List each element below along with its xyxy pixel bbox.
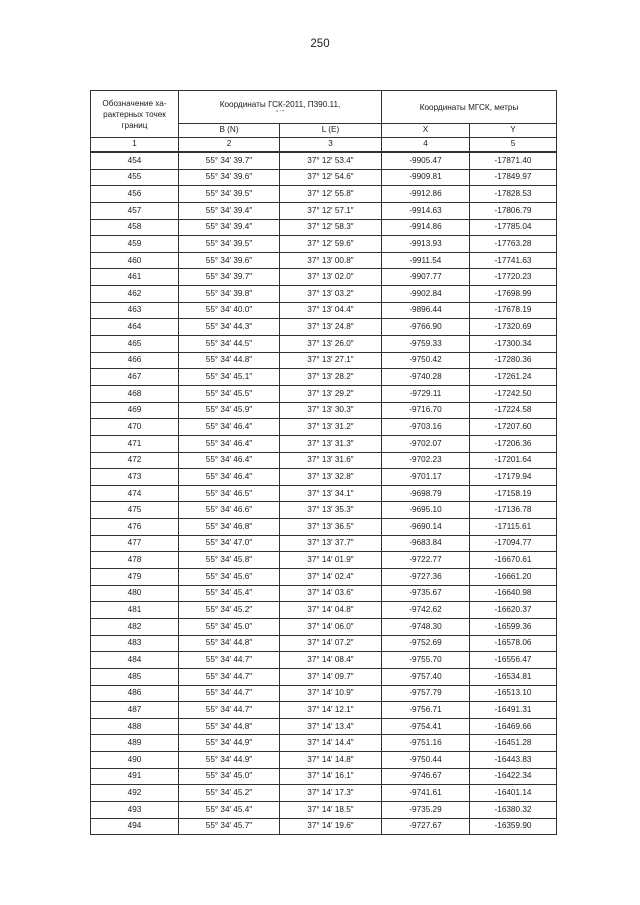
cell-point-id: 462 [91,286,179,303]
cell-x: -9746.67 [382,768,470,785]
cell-y: -16661.20 [470,569,557,586]
cell-longitude-l: 37° 13′ 34.1″ [280,485,382,502]
cell-y: -16359.90 [470,818,557,835]
table-row [91,336,557,353]
cell-x: -9913.93 [382,236,470,253]
cell-x: -9756.71 [382,702,470,719]
table-row [91,402,557,419]
cell-x: -9914.63 [382,202,470,219]
cell-x: -9909.81 [382,169,470,186]
cell-longitude-l: 37° 13′ 31.3″ [280,435,382,452]
table-row [91,718,557,735]
cell-y: -17871.40 [470,152,557,169]
table-row [91,801,557,818]
header-gsk-units: ° ′ ″ [276,109,284,116]
table-row [91,702,557,719]
cell-y: -16513.10 [470,685,557,702]
cell-point-id: 489 [91,735,179,752]
cell-y: -17698.99 [470,286,557,303]
cell-longitude-l: 37° 12′ 59.6″ [280,236,382,253]
cell-longitude-l: 37° 12′ 57.1″ [280,202,382,219]
cell-point-id: 464 [91,319,179,336]
table-row [91,535,557,552]
table-row [91,286,557,303]
cell-latitude-b: 55° 34′ 40.0″ [179,302,280,319]
cell-point-id: 488 [91,718,179,735]
cell-x: -9727.67 [382,818,470,835]
cell-point-id: 459 [91,236,179,253]
header-col-l: L (E) [280,124,382,138]
cell-x: -9727.36 [382,569,470,586]
cell-x: -9698.79 [382,485,470,502]
cell-y: -16599.36 [470,618,557,635]
cell-y: -17741.63 [470,252,557,269]
cell-latitude-b: 55° 34′ 39.5″ [179,186,280,203]
cell-latitude-b: 55° 34′ 44.5″ [179,336,280,353]
cell-latitude-b: 55° 34′ 44.9″ [179,752,280,769]
cell-latitude-b: 55° 34′ 45.2″ [179,785,280,802]
cell-x: -9757.40 [382,668,470,685]
cell-x: -9683.84 [382,535,470,552]
cell-longitude-l: 37° 13′ 31.2″ [280,419,382,436]
cell-longitude-l: 37° 13′ 27.1″ [280,352,382,369]
cell-latitude-b: 55° 34′ 45.4″ [179,585,280,602]
cell-latitude-b: 55° 34′ 39.8″ [179,286,280,303]
cell-longitude-l: 37° 13′ 29.2″ [280,385,382,402]
cell-longitude-l: 37° 12′ 55.8″ [280,186,382,203]
table-row [91,635,557,652]
cell-longitude-l: 37° 14′ 09.7″ [280,668,382,685]
cell-longitude-l: 37° 13′ 32.8″ [280,469,382,486]
cell-point-id: 458 [91,219,179,236]
cell-y: -17179.94 [470,469,557,486]
cell-point-id: 472 [91,452,179,469]
cell-y: -17261.24 [470,369,557,386]
cell-x: -9752.69 [382,635,470,652]
table-row [91,685,557,702]
cell-longitude-l: 37° 13′ 02.0″ [280,269,382,286]
cell-latitude-b: 55° 34′ 44.8″ [179,352,280,369]
coordinates-table-body [91,91,557,835]
cell-point-id: 474 [91,485,179,502]
cell-point-id: 471 [91,435,179,452]
cell-longitude-l: 37° 13′ 36.5″ [280,519,382,536]
cell-y: -16534.81 [470,668,557,685]
cell-longitude-l: 37° 14′ 03.6″ [280,585,382,602]
cell-latitude-b: 55° 34′ 45.6″ [179,569,280,586]
cell-x: -9701.17 [382,469,470,486]
cell-x: -9905.47 [382,152,470,169]
cell-y: -16491.31 [470,702,557,719]
header-mgsk-title: Координаты МГСК, метры [419,102,519,112]
table-row [91,652,557,669]
cell-point-id: 454 [91,152,179,169]
table-row [91,519,557,536]
cell-longitude-l: 37° 14′ 13.4″ [280,718,382,735]
table-row [91,419,557,436]
cell-x: -9748.30 [382,618,470,635]
column-number: 1 [91,138,179,153]
header-mgsk [382,91,557,124]
cell-longitude-l: 37° 13′ 24.8″ [280,319,382,336]
cell-point-id: 480 [91,585,179,602]
cell-latitude-b: 55° 34′ 46.6″ [179,502,280,519]
header-gsk [179,91,382,124]
cell-latitude-b: 55° 34′ 44.7″ [179,668,280,685]
cell-latitude-b: 55° 34′ 44.8″ [179,635,280,652]
cell-longitude-l: 37° 14′ 07.2″ [280,635,382,652]
cell-latitude-b: 55° 34′ 45.2″ [179,602,280,619]
cell-x: -9914.86 [382,219,470,236]
cell-point-id: 465 [91,336,179,353]
cell-latitude-b: 55° 34′ 46.4″ [179,452,280,469]
cell-y: -16469.66 [470,718,557,735]
cell-x: -9742.62 [382,602,470,619]
cell-x: -9750.42 [382,352,470,369]
cell-y: -17720.23 [470,269,557,286]
cell-point-id: 481 [91,602,179,619]
cell-x: -9759.33 [382,336,470,353]
cell-y: -16620.37 [470,602,557,619]
cell-point-id: 484 [91,652,179,669]
cell-y: -17300.34 [470,336,557,353]
table-row [91,202,557,219]
cell-longitude-l: 37° 13′ 03.2″ [280,286,382,303]
header-col-b: B (N) [179,124,280,138]
cell-latitude-b: 55° 34′ 39.6″ [179,252,280,269]
cell-latitude-b: 55° 34′ 46.4″ [179,419,280,436]
cell-latitude-b: 55° 34′ 39.7″ [179,152,280,169]
cell-y: -17115.61 [470,519,557,536]
cell-point-id: 473 [91,469,179,486]
cell-latitude-b: 55° 34′ 44.7″ [179,702,280,719]
cell-longitude-l: 37° 14′ 08.4″ [280,652,382,669]
cell-latitude-b: 55° 34′ 45.4″ [179,801,280,818]
header-point-label: Обозначение ха- рактерных точек границ [91,91,179,138]
table-row [91,169,557,186]
cell-point-id: 492 [91,785,179,802]
cell-longitude-l: 37° 14′ 18.5″ [280,801,382,818]
cell-y: -17806.79 [470,202,557,219]
cell-x: -9716.70 [382,402,470,419]
cell-latitude-b: 55° 34′ 39.7″ [179,269,280,286]
cell-latitude-b: 55° 34′ 39.5″ [179,236,280,253]
cell-x: -9702.23 [382,452,470,469]
cell-point-id: 475 [91,502,179,519]
table-row [91,585,557,602]
cell-latitude-b: 55° 34′ 45.0″ [179,618,280,635]
table-row [91,618,557,635]
cell-x: -9690.14 [382,519,470,536]
cell-point-id: 466 [91,352,179,369]
table-row [91,602,557,619]
cell-x: -9735.67 [382,585,470,602]
cell-latitude-b: 55° 34′ 44.3″ [179,319,280,336]
cell-longitude-l: 37° 12′ 54.6″ [280,169,382,186]
cell-point-id: 460 [91,252,179,269]
cell-x: -9755.70 [382,652,470,669]
column-number: 4 [382,138,470,153]
cell-point-id: 456 [91,186,179,203]
cell-latitude-b: 55° 34′ 45.7″ [179,818,280,835]
table-row [91,785,557,802]
cell-latitude-b: 55° 34′ 46.4″ [179,435,280,452]
header-col-y: Y [470,124,557,138]
cell-longitude-l: 37° 14′ 10.9″ [280,685,382,702]
table-row [91,236,557,253]
table-row [91,319,557,336]
cell-latitude-b: 55° 34′ 47.0″ [179,535,280,552]
cell-longitude-l: 37° 14′ 17.3″ [280,785,382,802]
table-row [91,152,557,169]
column-number: 2 [179,138,280,153]
cell-point-id: 469 [91,402,179,419]
cell-y: -17280.36 [470,352,557,369]
page-number: 250 [310,38,330,50]
cell-latitude-b: 55° 34′ 45.5″ [179,385,280,402]
cell-x: -9702.07 [382,435,470,452]
table-row [91,352,557,369]
cell-longitude-l: 37° 14′ 12.1″ [280,702,382,719]
table-row [91,668,557,685]
cell-point-id: 493 [91,801,179,818]
column-number: 3 [280,138,382,153]
cell-latitude-b: 55° 34′ 46.4″ [179,469,280,486]
cell-x: -9896.44 [382,302,470,319]
cell-y: -17094.77 [470,535,557,552]
table-row [91,569,557,586]
cell-longitude-l: 37° 13′ 28.2″ [280,369,382,386]
header-col-x: X [382,124,470,138]
cell-longitude-l: 37° 13′ 37.7″ [280,535,382,552]
cell-x: -9907.77 [382,269,470,286]
table-row [91,469,557,486]
cell-point-id: 468 [91,385,179,402]
table-row [91,385,557,402]
cell-longitude-l: 37° 14′ 16.1″ [280,768,382,785]
cell-longitude-l: 37° 14′ 04.8″ [280,602,382,619]
cell-longitude-l: 37° 13′ 31.6″ [280,452,382,469]
cell-longitude-l: 37° 13′ 04.4″ [280,302,382,319]
cell-x: -9757.79 [382,685,470,702]
cell-point-id: 490 [91,752,179,769]
cell-point-id: 477 [91,535,179,552]
cell-x: -9902.84 [382,286,470,303]
cell-point-id: 476 [91,519,179,536]
cell-x: -9751.16 [382,735,470,752]
cell-x: -9766.90 [382,319,470,336]
cell-y: -16380.32 [470,801,557,818]
cell-y: -16670.61 [470,552,557,569]
cell-latitude-b: 55° 34′ 44.8″ [179,718,280,735]
cell-latitude-b: 55° 34′ 44.7″ [179,652,280,669]
header-gsk-title: Координаты ГСК-2011, П390.11, [219,99,341,109]
cell-point-id: 467 [91,369,179,386]
cell-y: -17136.78 [470,502,557,519]
table-row [91,818,557,835]
cell-longitude-l: 37° 14′ 06.0″ [280,618,382,635]
cell-x: -9741.61 [382,785,470,802]
cell-longitude-l: 37° 14′ 01.9″ [280,552,382,569]
cell-x: -9722.77 [382,552,470,569]
cell-point-id: 491 [91,768,179,785]
cell-x: -9740.28 [382,369,470,386]
cell-y: -16401.14 [470,785,557,802]
cell-point-id: 486 [91,685,179,702]
cell-latitude-b: 55° 34′ 46.8″ [179,519,280,536]
cell-latitude-b: 55° 34′ 45.0″ [179,768,280,785]
cell-point-id: 457 [91,202,179,219]
header-row-main [91,91,557,124]
coordinates-table [90,90,557,835]
cell-latitude-b: 55° 34′ 45.8″ [179,552,280,569]
table-row [91,452,557,469]
cell-y: -17763.28 [470,236,557,253]
cell-longitude-l: 37° 13′ 35.3″ [280,502,382,519]
cell-y: -16422.34 [470,768,557,785]
cell-longitude-l: 37° 12′ 53.4″ [280,152,382,169]
cell-y: -17320.69 [470,319,557,336]
cell-y: -17224.58 [470,402,557,419]
cell-y: -16640.98 [470,585,557,602]
table-row [91,302,557,319]
cell-point-id: 478 [91,552,179,569]
cell-x: -9912.86 [382,186,470,203]
cell-point-id: 485 [91,668,179,685]
cell-longitude-l: 37° 14′ 14.4″ [280,735,382,752]
table-row [91,752,557,769]
cell-longitude-l: 37° 14′ 02.4″ [280,569,382,586]
cell-x: -9750.44 [382,752,470,769]
cell-latitude-b: 55° 34′ 39.4″ [179,219,280,236]
cell-y: -16556.47 [470,652,557,669]
cell-point-id: 463 [91,302,179,319]
cell-latitude-b: 55° 34′ 39.4″ [179,202,280,219]
cell-point-id: 461 [91,269,179,286]
cell-x: -9911.54 [382,252,470,269]
cell-point-id: 494 [91,818,179,835]
cell-latitude-b: 55° 34′ 45.9″ [179,402,280,419]
cell-x: -9695.10 [382,502,470,519]
table-row [91,269,557,286]
cell-y: -17242.50 [470,385,557,402]
cell-y: -17207.60 [470,419,557,436]
cell-longitude-l: 37° 12′ 58.3″ [280,219,382,236]
cell-point-id: 479 [91,569,179,586]
cell-point-id: 482 [91,618,179,635]
table-row [91,186,557,203]
cell-y: -16578.06 [470,635,557,652]
table-row [91,735,557,752]
table-row [91,252,557,269]
cell-y: -17849.97 [470,169,557,186]
cell-latitude-b: 55° 34′ 44.9″ [179,735,280,752]
cell-longitude-l: 37° 14′ 14.8″ [280,752,382,769]
table-row [91,552,557,569]
cell-y: -17158.19 [470,485,557,502]
cell-x: -9735.29 [382,801,470,818]
column-number: 5 [470,138,557,153]
table-row [91,502,557,519]
cell-y: -17785.04 [470,219,557,236]
table-row [91,369,557,386]
cell-y: -17201.64 [470,452,557,469]
cell-x: -9703.16 [382,419,470,436]
cell-latitude-b: 55° 34′ 46.5″ [179,485,280,502]
table-row [91,485,557,502]
cell-point-id: 483 [91,635,179,652]
cell-longitude-l: 37° 13′ 26.0″ [280,336,382,353]
header-row-column-numbers [91,138,557,153]
cell-latitude-b: 55° 34′ 45.1″ [179,369,280,386]
cell-y: -17828.53 [470,186,557,203]
cell-y: -16443.83 [470,752,557,769]
cell-longitude-l: 37° 13′ 00.8″ [280,252,382,269]
cell-point-id: 470 [91,419,179,436]
cell-x: -9729.11 [382,385,470,402]
cell-point-id: 487 [91,702,179,719]
cell-latitude-b: 55° 34′ 39.6″ [179,169,280,186]
table-row [91,219,557,236]
cell-y: -17206.36 [470,435,557,452]
cell-x: -9754.41 [382,718,470,735]
cell-longitude-l: 37° 14′ 19.6″ [280,818,382,835]
cell-point-id: 455 [91,169,179,186]
cell-latitude-b: 55° 34′ 44.7″ [179,685,280,702]
cell-longitude-l: 37° 13′ 30.3″ [280,402,382,419]
table-row [91,435,557,452]
table-row [91,768,557,785]
cell-y: -16451.28 [470,735,557,752]
cell-y: -17678.19 [470,302,557,319]
